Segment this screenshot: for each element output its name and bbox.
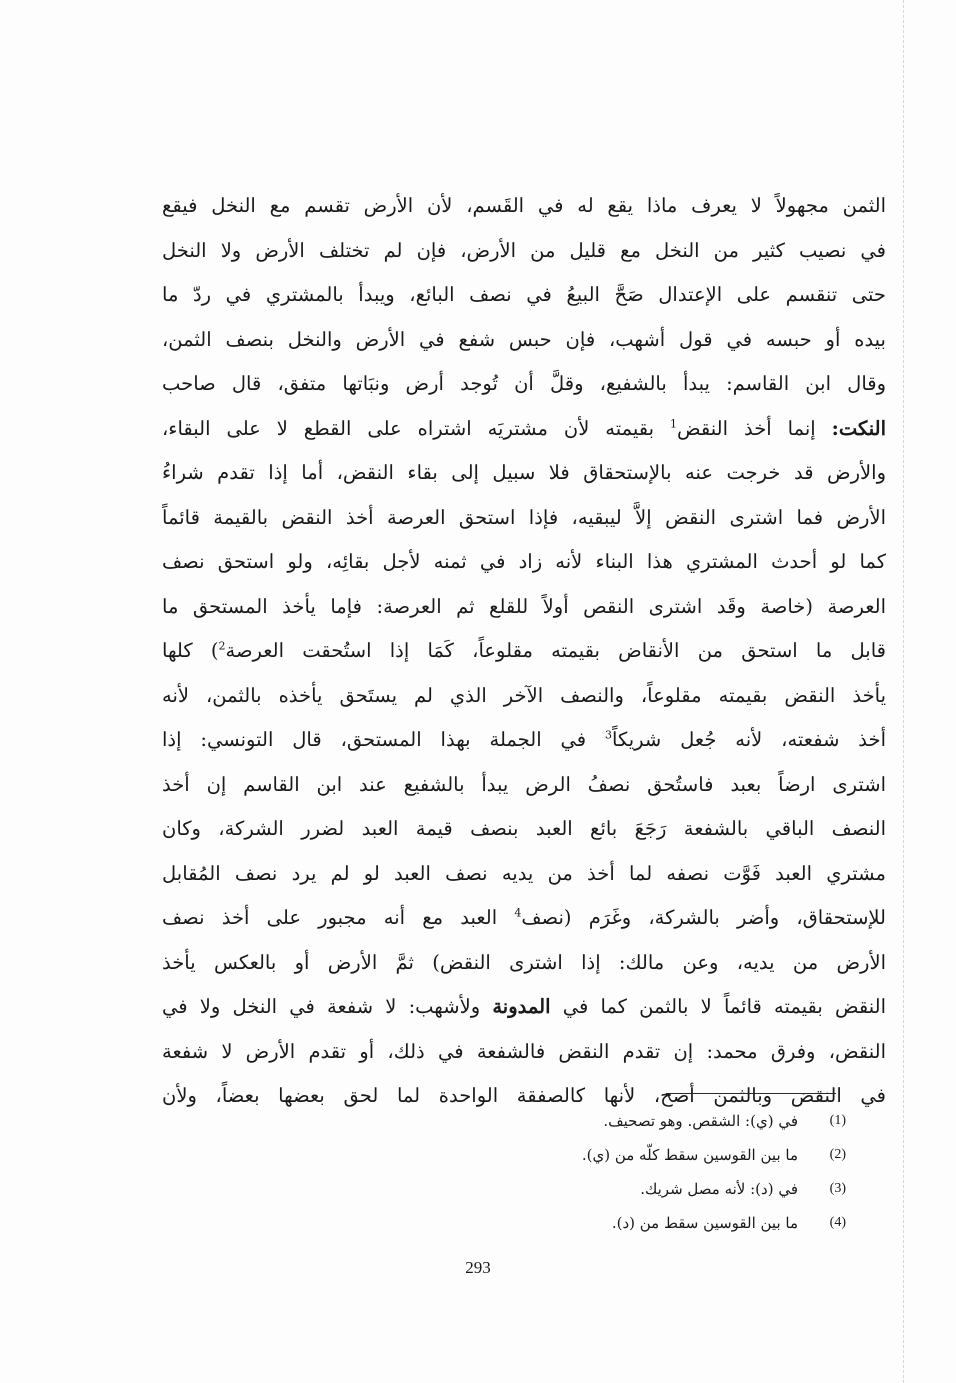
- footnote-ref: 4: [514, 906, 522, 920]
- footnote: [346, 1104, 846, 1138]
- text-line: وقال ابن القاسم: يبدأ بالشفيع، وقلَّ أن تُوجد أرض ونبَاتها متفق، قال صاحب: [162, 372, 886, 395]
- text-line: [162, 985, 886, 1030]
- text-line: كما لو أحدث المشتري هذا البناء لأنه زاد في ثمنه لأجل بقائِه، ولو استحق نصف: [162, 550, 886, 573]
- text-line: اشترى ارضاً بعبد فاستُحق نصفُ الرض يبدأ بالشفيع عند ابن القاسم إن أخذ: [162, 772, 886, 796]
- footnote-ref: 1: [670, 417, 678, 430]
- footnote: [346, 1138, 846, 1172]
- text-line: الأرض من يديه، وعن مالك: إذا اشترى النقض) ثمَّ الأرض أو بالعكس يأخذ: [162, 950, 886, 974]
- text-line: الأرض فما اشترى النقض إلاَّ ليبقيه، فإذا استحق العرصة أخذ النقض بالقيمة قائماً: [162, 505, 886, 529]
- text-segment: ولأشهب: لا شفعة في النخل ولا في: [162, 995, 481, 1018]
- text-line: والأرض قد خرجت عنه بالإستحقاق فلا سبيل إلى بقاء النقض، أما إذا تقدم شراءُ: [162, 461, 886, 484]
- footnote-separator: [666, 1093, 836, 1094]
- text-segment: في الجملة بهذا المستحق، قال التونسي: إذا: [162, 728, 587, 751]
- footnote-text: ما بين القوسين سقط كلّه من (ي).: [581, 1146, 798, 1164]
- footnote-text: ما بين القوسين سقط من (د).: [611, 1214, 798, 1232]
- text-segment: العبد مع أنه مجبور على أخذ نصف: [162, 906, 498, 929]
- text-segment: بقيمته لأن مشتريَه اشتراه على القطع لا على البقاء،: [162, 416, 655, 440]
- text-segment: ) كلها: [162, 639, 219, 662]
- bold-book-title: النكت:: [831, 416, 886, 440]
- text-line: [162, 629, 886, 674]
- footnote: [346, 1172, 846, 1206]
- footnote: [346, 1206, 846, 1240]
- text-line: يأخذ النقض بقيمته مقلوعاً، والنصف الآخر الذي لم يستَحق يأخذه بالثمن، لأنه: [162, 683, 886, 707]
- footnote-text: في (د): لأنه مصل شريك.: [640, 1180, 798, 1198]
- main-text: [162, 184, 886, 1119]
- footnote-number: (2): [829, 1147, 846, 1162]
- text-segment: إنما أخذ النقض: [677, 416, 816, 440]
- text-line: العرصة (خاصة وقَد اشترى النقص أولاً للقلع ثم العرصة: فإما يأخذ المستحق ما: [162, 594, 886, 618]
- footnote-text: في (ي): الشقص. وهو تصحيف.: [603, 1112, 798, 1130]
- text-line: بيده أو حبسه في قول أشهب، فإن حبس شفع في الأرض والنخل بنصف الثمن،: [162, 327, 886, 351]
- text-segment: أخذ شفعته، لأنه جُعل شريكاً: [612, 728, 886, 751]
- page-number: 293: [465, 1258, 491, 1277]
- text-line: في نصيب كثير من النخل مع قليل من الأرض، فإن لم تختلف الأرض ولا النخل: [162, 238, 886, 262]
- text-line: مشتري العبد فَوَّت نصفه لما أخذ من يديه نصف العبد لو لم يرد نصف المُقابل: [162, 861, 886, 885]
- text-line: النصف الباقي بالشفعة رَجَعَ بائع العبد بنصف قيمة العبد لضرر الشركة، وكان: [162, 817, 886, 840]
- text-line: النقض، وفرق محمد: إن تقدم النقض فالشفعة في ذلك، أو تقدم الأرض لا شفعة: [162, 1039, 886, 1063]
- text-line: [162, 896, 886, 941]
- text-segment: للإستحقاق، وأضر بالشركة، وغَرَم (نصف: [521, 906, 886, 929]
- bold-book-title: المدونة: [492, 995, 551, 1018]
- page-edge-line: [902, 0, 904, 1383]
- footnote-number: (3): [829, 1181, 846, 1196]
- footnote-number: (1): [829, 1113, 846, 1128]
- text-segment: قابل ما استحق من الأنقاض بقيمته مقلوعاً، كَمَا إذا استُحقت العرصة: [225, 639, 886, 662]
- footnotes: [346, 1104, 846, 1240]
- footnote-number: (4): [829, 1215, 846, 1230]
- text-line: في النقض وبالثمن أصح، لأنها كالصفقة الواحدة لما لحق بعضها بعضاً، ولأن: [162, 1084, 886, 1107]
- footnote-ref: 3: [605, 728, 613, 742]
- text-line: الثمن مجهولاً لا يعرف ماذا يقع له في القَسم، لأن الأرض تقسم مع النخل فيقع: [162, 194, 886, 217]
- text-line: [162, 718, 886, 763]
- footnote-ref: 2: [218, 639, 226, 653]
- text-line: [162, 407, 886, 452]
- text-segment: النقض بقيمته قائماً لا بالثمن كما في: [562, 995, 886, 1018]
- text-line: حتى تنقسم على الإعتدال صَحَّ البيعُ في نصف البائع، ويبدأ بالمشتري في ردّ ما: [162, 283, 886, 306]
